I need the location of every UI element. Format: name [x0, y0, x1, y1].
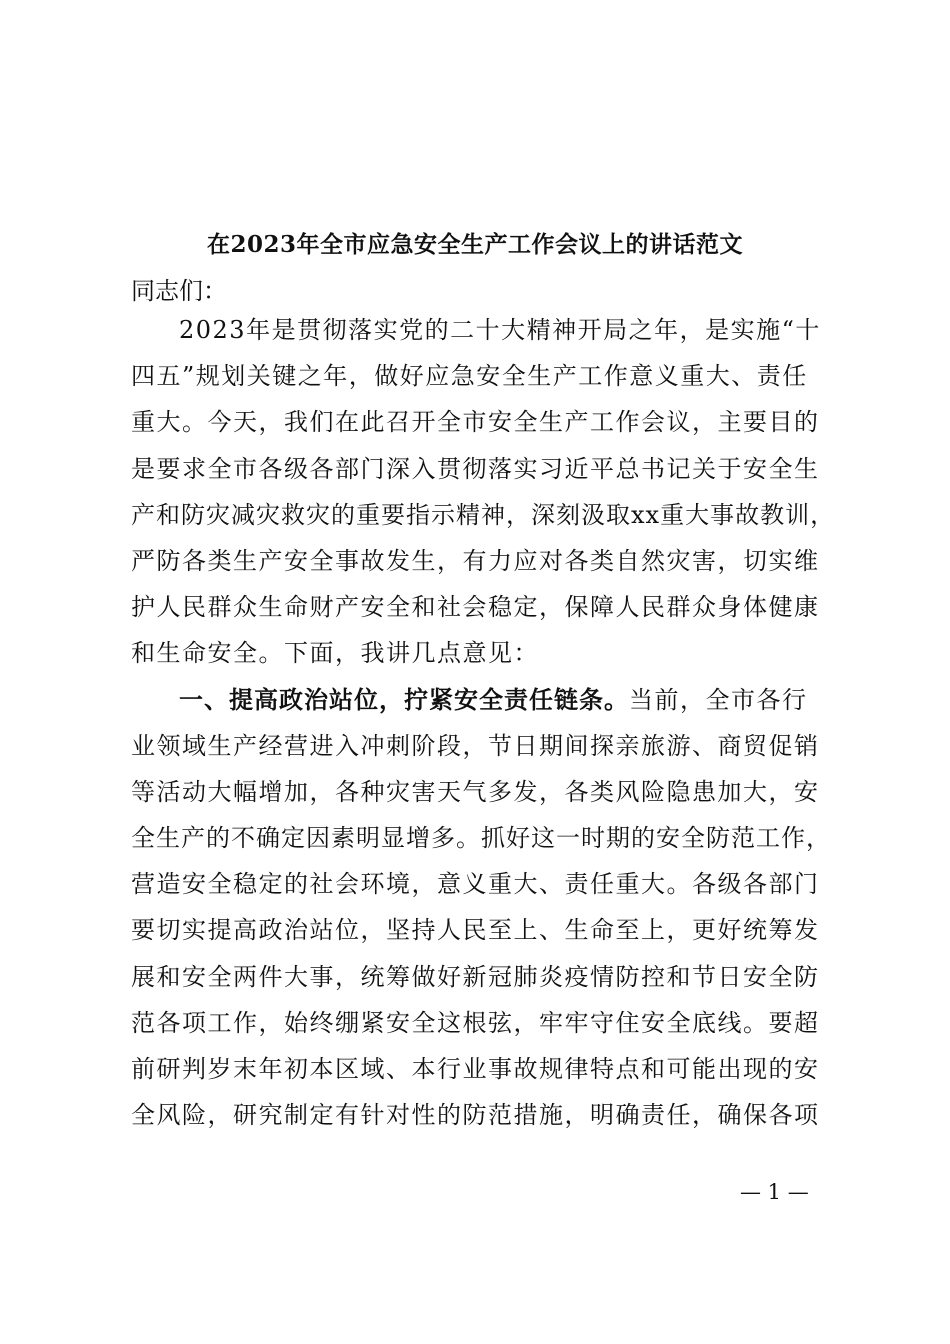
- paragraph-line: 和生命安全。下面，我讲几点意见：: [131, 639, 539, 668]
- paragraph-line: 四五”规划关键之年，做好应急安全生产工作意义重大、责任: [131, 362, 808, 391]
- paragraph-line: 营造安全稳定的社会环境，意义重大、责任重大。各级各部门: [131, 870, 820, 899]
- document-body: [131, 307, 836, 1138]
- salutation: 同志们：: [131, 277, 227, 305]
- paragraph-line: 产和防灾减灾救灾的重要指示精神，深刻汲取xx重大事故教训，: [131, 500, 836, 529]
- paragraph-line: 等活动大幅增加，各种灾害天气多发，各类风险隐患加大，安: [131, 777, 820, 806]
- section-heading-line: [131, 677, 821, 723]
- paragraph-line: 前研判岁末年初本区域、本行业事故规律特点和可能出现的安: [131, 1055, 820, 1083]
- section-heading: 一、提高政治站位，拧紧安全责任链条。: [179, 684, 629, 714]
- paragraph-line: 业领域生产经营进入冲刺阶段，节日期间探亲旅游、商贸促销: [131, 731, 820, 760]
- paragraph-line: 展和安全两件大事，统筹做好新冠肺炎疫情防控和节日安全防: [131, 962, 820, 991]
- paragraph-line: 全生产的不确定因素明显增多。抓好这一时期的安全防范工作，: [131, 824, 831, 853]
- paragraph-line: 是要求全市各级各部门深入贯彻落实习近平总书记关于安全生: [131, 454, 820, 483]
- page-number: — 1 —: [740, 1180, 809, 1204]
- paragraph-line: 护人民群众生命财产安全和社会稳定，保障人民群众身体健康: [131, 593, 820, 622]
- paragraph-line: 严防各类生产安全事故发生，有力应对各类自然灾害，切实维: [131, 546, 820, 575]
- paragraph-line: 重大。今天，我们在此召开全市安全生产工作会议，主要目的: [131, 408, 820, 437]
- document-title: 在2023年全市应急安全生产工作会议上的讲话范文: [206, 231, 743, 258]
- section-heading-continuation: 当前，全市各行: [629, 685, 808, 714]
- paragraph-line: 要切实提高政治站位，坚持人民至上、生命至上，更好统筹发: [131, 916, 820, 945]
- paragraph-line: 范各项工作，始终绷紧安全这根弦，牢牢守住安全底线。要超: [131, 1008, 820, 1037]
- paragraph-line: 全风险，研究制定有针对性的防范措施，明确责任，确保各项: [131, 1101, 820, 1130]
- paragraph-line: 2023年是贯彻落实党的二十大精神开局之年，是实施“十: [179, 316, 821, 344]
